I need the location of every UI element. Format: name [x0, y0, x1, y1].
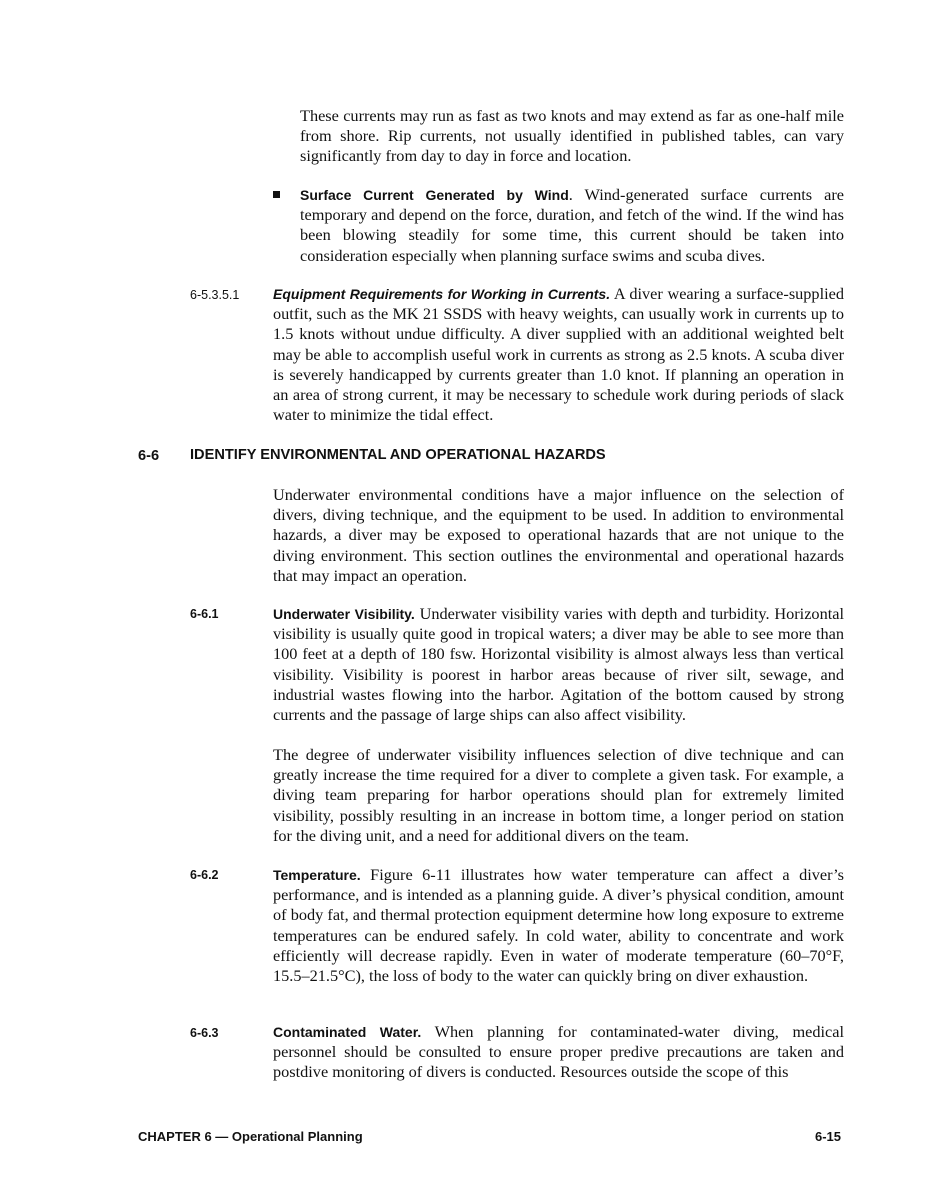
footer-page-number: 6-15 — [815, 1129, 842, 1144]
bullet-text: . Wind-generated surface currents are temporary and depend on the force, duration, and fetch of the wind. If the wind has been blowing steadily for some time, this current should be taken into consideration especially when planning surface swims and scuba dives. — [300, 185, 844, 265]
section-number-6-6-1: 6-6.1 — [190, 607, 219, 621]
section-text: When planning for contaminated-water diving, medical personnel should be consulted to ensure proper predive precautions are taken and postdive monitoring of divers is conducted. Resources outside the scope of this — [273, 1022, 844, 1082]
section-text: Underwater visibility varies with depth and turbidity. Horizontal visibility is usually quite good in tropical waters; a diver may be able to see more than 100 feet at a depth of 180 fsw. Horizontal visibility is almost always less than vertical visibility. Visibility is poorest in harbor areas because of river silt, sewage, and industrial wastes flowing into the harbor. Agitation of the bottom caused by strong currents and the passage of large ships can also affect visibility. — [273, 604, 844, 725]
bullet-title: Surface Current Generated by Wind — [300, 187, 569, 203]
chapter-section-number: 6-6 — [138, 448, 160, 464]
section-title: Equipment Requirements for Working in Currents. — [273, 286, 611, 302]
section-intro — [273, 485, 844, 586]
bullet-surface-current — [300, 185, 844, 266]
section-underwater-visibility — [273, 604, 844, 725]
section-number-6-6-3: 6-6.3 — [190, 1026, 219, 1040]
footer-chapter: CHAPTER 6 — Operational Planning — [138, 1129, 363, 1144]
paragraph-text: These currents may run as fast as two knots and may extend as far as one-half mile from shore. Rip currents, not usually identified in published tables, can vary significantly from day to day in force and location. — [300, 106, 844, 166]
section-title: Underwater Visibility. — [273, 606, 415, 622]
section-heading: IDENTIFY ENVIRONMENTAL AND OPERATIONAL HAZARDS — [190, 447, 606, 463]
section-visibility-paragraph-2 — [273, 745, 844, 846]
section-equipment-requirements — [273, 284, 844, 425]
section-contaminated-water — [273, 1022, 844, 1083]
section-intro-text: Underwater environmental conditions have a major influence on the selection of divers, diving technique, and the equipment to be used. In addition to environmental hazards, a diver may be exposed to operational hazards that are not unique to the diving environment. This section outlines the environmental and operational hazards that may impact an operation. — [273, 485, 844, 585]
section-text: A diver wearing a surface-supplied outfit, such as the MK 21 SSDS with heavy weights, can usually work in currents up to 1.5 knots without undue difficulty. A diver supplied with an additional weighted belt may be able to accomplish useful work in currents as strong as 2.5 knots. A scuba diver is severely handicapped by currents greater than 1.0 knot. If planning an operation in an area of strong current, it may be necessary to schedule work during periods of slack water to minimize the tidal effect. — [273, 284, 844, 425]
section-temperature — [273, 865, 844, 986]
paragraph-text: The degree of underwater visibility influences selection of dive technique and can greatly increase the time required for a diver to complete a given task. For example, a diving team preparing for harbor operations should plan for extremely limited visibility, possibly resulting in an increase in bottom time, a longer period on station for the diving unit, and a need for additional divers on the team. — [273, 745, 844, 845]
section-title: Temperature. — [273, 867, 361, 883]
section-number-6-6-2: 6-6.2 — [190, 868, 219, 882]
section-text: Figure 6-11 illustrates how water temperature can affect a diver’s performance, and is intended as a planning guide. A diver’s physical condition, amount of body fat, and thermal protection equipment determine how long exposure to extreme temperatures can be endured safely. In cold water, ability to concentrate and work efficiently will decrease rapidly. Even in water of moderate temperature (60–70°F, 15.5–21.5°C), the loss of body to the water can quickly bring on diver exhaustion. — [273, 865, 844, 986]
section-number-6-5-3-5-1: 6-5.3.5.1 — [190, 288, 240, 302]
paragraph-rip-currents — [300, 106, 844, 167]
section-title: Contaminated Water. — [273, 1024, 422, 1040]
bullet-square-icon — [273, 191, 280, 198]
